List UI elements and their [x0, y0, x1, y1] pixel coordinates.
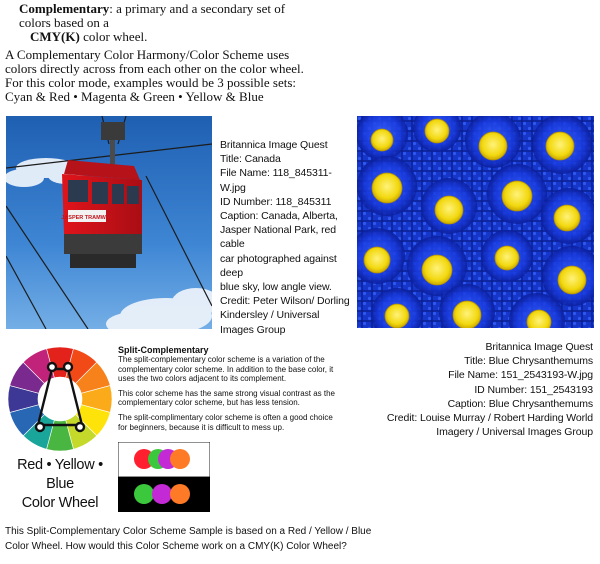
caption-line: File Name: 151_2543193-W.jpg: [448, 369, 593, 382]
caption-line: ID Number: 118_845311: [220, 195, 332, 208]
caption-line: Britannica Image Quest: [220, 139, 328, 151]
caption-line: Caption: Canada, Alberta,: [220, 210, 338, 223]
caption-line: car photographed against deep: [220, 252, 337, 279]
caption-line: Caption: Blue Chrysanthemums: [447, 397, 593, 410]
chrysanthemum-photo: [357, 116, 594, 328]
wheel-label: [2, 456, 118, 513]
caption-line: Title: Canada: [220, 153, 281, 166]
swatch-green: [134, 484, 154, 504]
split-complementary-section: [118, 345, 340, 437]
caption-line: Images Group: [220, 323, 286, 336]
split-complementary-para-1: The split-complementary color scheme is a variation of the complementary color scheme. In addition to the base color, it uses the two colors adjacent to its complement.: [118, 355, 334, 384]
bottom-line-2: Color Wheel. How would this Color Scheme work on a CMY(K) Color Wheel?: [5, 541, 347, 552]
intro-line-1: A Complementary Color Harmony/Color Scheme uses: [5, 47, 290, 62]
swatch-sample: [118, 442, 210, 512]
caption-line: File Name: 118_845311-W.jpg: [220, 167, 332, 194]
caption-line: Credit: Peter Wilson/ Dorling: [220, 295, 350, 308]
split-complementary-para-2: This color scheme has the same strong visual contrast as the complementary color scheme, but has less tension.: [118, 388, 335, 408]
definition-line-3: [30, 29, 147, 44]
caption-line: blue sky, low angle view.: [220, 281, 332, 294]
definition-heading: [19, 1, 285, 16]
caption-line: Kindersley / Universal: [220, 309, 320, 322]
color-wheel: [6, 345, 114, 453]
tramway-sign-text: JASPER TRAMWAY: [61, 215, 113, 221]
caption-line: Imagery / Universal Images Group: [436, 426, 593, 439]
swatch-orange: [170, 484, 190, 504]
intro-line-3: For this color mode, examples would be 3 possible sets:: [5, 75, 297, 90]
wheel-label-line-2: Color Wheel: [21, 495, 99, 511]
swatch-orange: [170, 449, 190, 469]
split-complementary-title: Split-Complementary: [118, 345, 209, 355]
definition-line-3-rest: color wheel.: [79, 29, 148, 44]
caption-line: Jasper National Park, red cable: [220, 224, 336, 251]
definition-line-2: colors based on a: [19, 15, 109, 30]
intro-line-2: colors directly across from each other on the color wheel.: [5, 61, 304, 76]
cablecar-photo: [6, 116, 212, 329]
swatch-purple: [152, 484, 172, 504]
caption-line: Britannica Image Quest: [485, 341, 593, 353]
term-complementary: Complementary: [19, 1, 110, 16]
cablecar-caption: [220, 138, 350, 337]
bottom-line-1: This Split-Complementary Color Scheme Sample is based on a Red / Yellow / Blue: [5, 526, 372, 537]
chrysanthemum-caption: [363, 340, 593, 439]
term-cmyk: CMY(K): [30, 29, 80, 44]
caption-line: ID Number: 151_2543193: [474, 383, 593, 396]
intro-paragraph: [5, 48, 304, 104]
wheel-label-line-1: Red • Yellow • Blue: [17, 457, 103, 492]
bottom-question: [5, 524, 371, 554]
intro-line-4: Cyan & Red • Magenta & Green • Yellow & Blue: [5, 89, 264, 104]
caption-line: Title: Blue Chrysanthemums: [464, 355, 593, 368]
split-complementary-para-3: The split-complimentary color scheme is often a good choice for beginners, because it is difficult to mess up.: [118, 412, 333, 432]
definition-text: : a primary and a secondary set of: [109, 1, 286, 16]
caption-line: Credit: Louise Murray / Robert Harding World: [386, 412, 593, 425]
